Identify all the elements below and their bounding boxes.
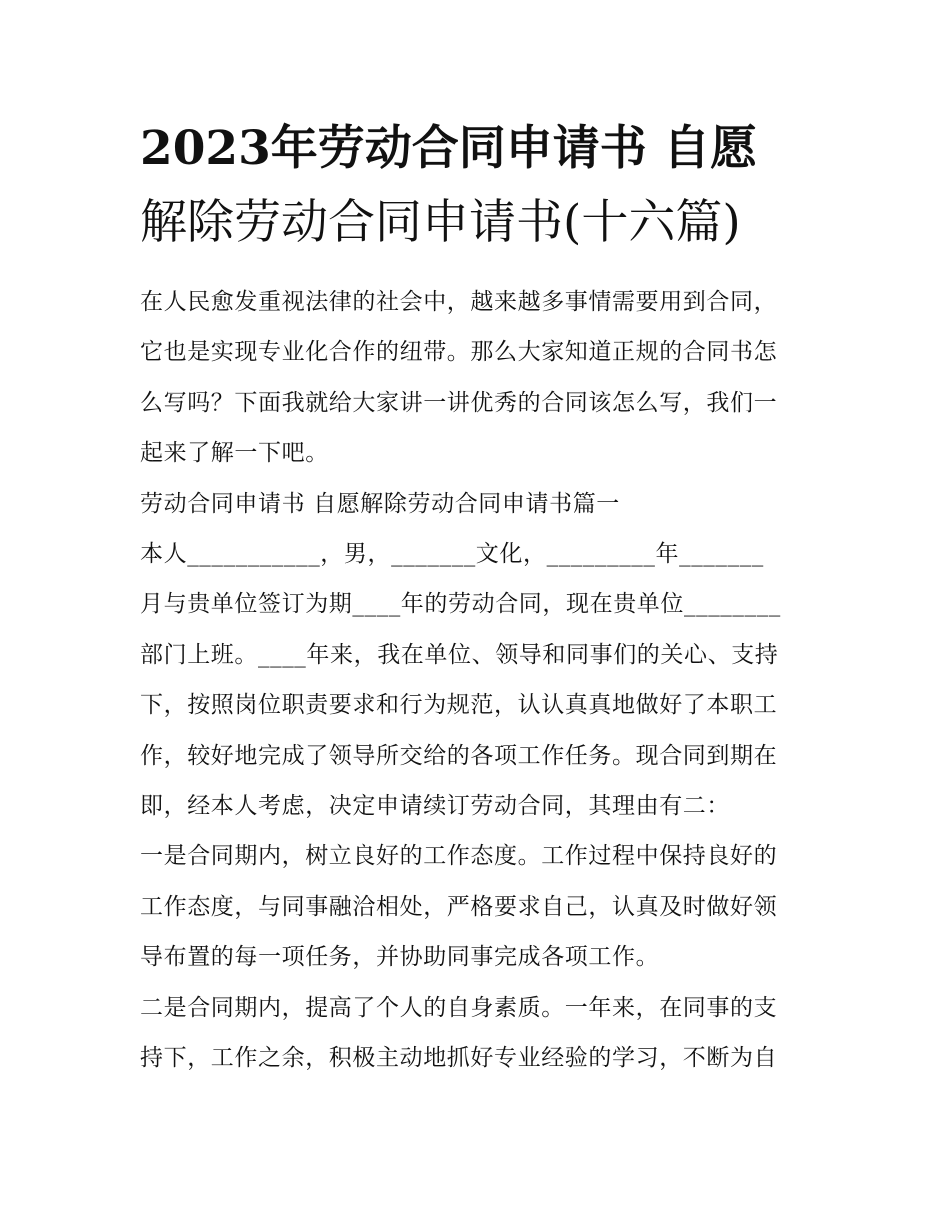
title-line-2: 解除劳动合同申请书(十六篇): [140, 195, 741, 250]
body-line: 导布置的每一项任务，并协助同事完成各项工作。: [140, 944, 660, 971]
body-line: 部门上班。____年来，我在单位、领导和同事们的关心、支持: [140, 641, 779, 668]
body-line: 它也是实现专业化合作的纽带。那么大家知道正规的合同书怎: [140, 339, 778, 366]
body-line: 作，较好地完成了领导所交给的各项工作任务。现合同到期在: [140, 742, 778, 769]
body-line: 即，经本人考虑，决定申请续订劳动合同，其理由有二：: [140, 793, 730, 820]
body-line: 起来了解一下吧。: [140, 440, 329, 467]
body-line: 么写吗？下面我就给大家讲一讲优秀的合同该怎么写，我们一: [140, 389, 778, 416]
title-line-1: 2023年劳动合同申请书 自愿: [140, 121, 758, 176]
body-line: 月与贵单位签订为期____年的劳动合同，现在贵单位________: [140, 591, 781, 618]
body-line: 本人___________，男，_______文化，_________年_______: [140, 541, 764, 568]
body-line: 二是合同期内，提高了个人的自身素质。一年来，在同事的支: [140, 994, 778, 1021]
body-line: 一是合同期内，树立良好的工作态度。工作过程中保持良好的: [140, 843, 778, 870]
document-body: [140, 277, 816, 1084]
body-line: 在人民愈发重视法律的社会中，越来越多事情需要用到合同，: [140, 289, 778, 315]
body-line: 工作态度，与同事融洽相处，严格要求自己，认真及时做好领: [140, 893, 778, 920]
body-line: 下，按照岗位职责要求和行为规范，认认真真地做好了本职工: [140, 692, 778, 719]
body-line: 持下，工作之余，积极主动地抓好专业经验的学习，不断为自: [140, 1045, 778, 1072]
section-heading: 劳动合同申请书 自愿解除劳动合同申请书篇一: [140, 490, 620, 517]
document-title: [140, 112, 820, 260]
